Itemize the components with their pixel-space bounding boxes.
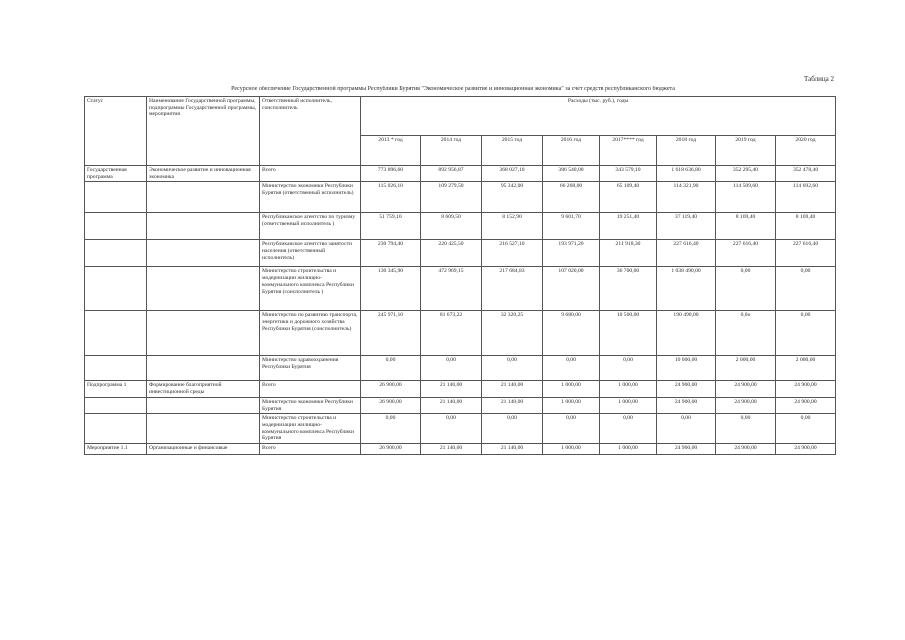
header-expenses: Расходы (тыс. руб.), годы: [361, 97, 836, 136]
amount-cell: 21 140,00: [482, 444, 543, 455]
table-row: [85, 311, 836, 356]
amount-cell: 21 140,00: [421, 444, 482, 455]
amount-cell: 227 616,40: [776, 240, 836, 267]
name-cell: [147, 311, 260, 356]
table-row: [85, 240, 836, 267]
executor-cell: Всего: [260, 381, 361, 397]
amount-cell: 190 490,00: [657, 311, 716, 356]
executor-cell: Министерство экономики Республики Бурятия: [260, 397, 361, 413]
amount-cell: 24 900,00: [716, 444, 776, 455]
amount-cell: 8 609,50: [421, 213, 482, 240]
amount-cell: 0,00: [361, 414, 421, 444]
amount-cell: 1 038 490,00: [657, 267, 716, 311]
executor-cell: Министерство экономики Республики Бурятия (ответственный исполнитель): [260, 182, 361, 213]
amount-cell: 1 000,00: [543, 444, 600, 455]
amount-cell: 37 119,40: [657, 213, 716, 240]
table-row: [85, 414, 836, 444]
name-cell: [147, 240, 260, 267]
amount-cell: 81 673,22: [421, 311, 482, 356]
header-year: 2016 год: [543, 136, 600, 166]
amount-cell: 245 971,10: [361, 311, 421, 356]
amount-cell: 9 680,00: [543, 311, 600, 356]
status-cell: [85, 414, 147, 444]
amount-cell: 0,00: [421, 414, 482, 444]
amount-cell: 216 527,10: [482, 240, 543, 267]
amount-cell: 0,00: [657, 414, 716, 444]
amount-cell: 8 169,40: [776, 213, 836, 240]
header-year: 2020 год: [776, 136, 836, 166]
name-cell: [147, 213, 260, 240]
name-cell: [147, 397, 260, 413]
amount-cell: 115 026,10: [361, 182, 421, 213]
table-row: [85, 182, 836, 213]
amount-cell: 0,00: [361, 356, 421, 381]
status-cell: Государственная программа: [85, 166, 147, 182]
amount-cell: 343 579,10: [600, 166, 657, 182]
amount-cell: 9 601,70: [543, 213, 600, 240]
amount-cell: 8 169,40: [716, 213, 776, 240]
table-row: [85, 381, 836, 397]
amount-cell: 66 268,00: [543, 182, 600, 213]
amount-cell: 0,00: [421, 356, 482, 381]
amount-cell: 211 918,30: [600, 240, 657, 267]
amount-cell: 114 321,90: [657, 182, 716, 213]
executor-cell: Республиканское агентство по туризму (ответственный исполнитель ): [260, 213, 361, 240]
status-cell: [85, 356, 147, 381]
budget-table: [84, 96, 836, 455]
amount-cell: 24 900,00: [716, 397, 776, 413]
amount-cell: 0,00: [776, 414, 836, 444]
amount-cell: 1 000,00: [543, 381, 600, 397]
amount-cell: 26 900,00: [361, 397, 421, 413]
amount-cell: 8 152,90: [482, 213, 543, 240]
executor-cell: Министерство строительства и модернизации жилищно-коммунального комплекса Республики Бурятия (соисполнитель ): [260, 267, 361, 311]
amount-cell: 0,00: [776, 311, 836, 356]
table-row: [85, 213, 836, 240]
amount-cell: 352 478,40: [776, 166, 836, 182]
amount-cell: 24 900,00: [657, 444, 716, 455]
executor-cell: Министерство по развитию транспорта, энергетики и дорожного хозяйства Республики Бурятия (соисполнитель): [260, 311, 361, 356]
amount-cell: 51 759,10: [361, 213, 421, 240]
amount-cell: 26 900,00: [361, 444, 421, 455]
amount-cell: 368 027,10: [482, 166, 543, 182]
header-year: 2014 год: [421, 136, 482, 166]
status-cell: [85, 182, 147, 213]
amount-cell: 0,00: [716, 414, 776, 444]
amount-cell: 193 971,20: [543, 240, 600, 267]
amount-cell: 21 140,00: [421, 397, 482, 413]
header-year: 2013 * год: [361, 136, 421, 166]
header-year: 2017**** год: [600, 136, 657, 166]
amount-cell: 1 000,00: [600, 381, 657, 397]
amount-cell: 107 020,00: [543, 267, 600, 311]
amount-cell: 1 000,00: [600, 397, 657, 413]
status-cell: [85, 397, 147, 413]
amount-cell: 0,00: [600, 356, 657, 381]
status-cell: [85, 267, 147, 311]
table-row: [85, 267, 836, 311]
amount-cell: 24 900,00: [716, 381, 776, 397]
amount-cell: 32 320,25: [482, 311, 543, 356]
status-cell: [85, 240, 147, 267]
name-cell: Экономическое развитие и инновационная экономика: [147, 166, 260, 182]
amount-cell: 0,0o: [716, 311, 776, 356]
amount-cell: 26 900,00: [361, 381, 421, 397]
amount-cell: 892 956,87: [421, 166, 482, 182]
name-cell: Организационные и финансовые: [147, 444, 260, 455]
amount-cell: 24 900,00: [776, 381, 836, 397]
table-row: [85, 444, 836, 455]
amount-cell: 2 000,00: [776, 356, 836, 381]
amount-cell: 109 279,50: [421, 182, 482, 213]
amount-cell: 0,00: [543, 356, 600, 381]
name-cell: [147, 267, 260, 311]
name-cell: [147, 414, 260, 444]
amount-cell: 386 540,00: [543, 166, 600, 182]
amount-cell: 0,00: [716, 267, 776, 311]
table-number: Таблица 2: [804, 75, 834, 83]
amount-cell: 0,00: [600, 414, 657, 444]
table-row: [85, 397, 836, 413]
header-year: 2018 год: [657, 136, 716, 166]
amount-cell: 1 000,00: [600, 444, 657, 455]
amount-cell: 0,00: [482, 356, 543, 381]
amount-cell: 10 500,00: [600, 311, 657, 356]
amount-cell: 21 140,00: [421, 381, 482, 397]
name-cell: Формирование благоприятной инвестиционной среды: [147, 381, 260, 397]
executor-cell: Министерство строительства и модернизации жилищно-коммунального комплекса Республики Бурятия: [260, 414, 361, 444]
amount-cell: 0,00: [482, 414, 543, 444]
amount-cell: 2 000,00: [716, 356, 776, 381]
amount-cell: 21 140,00: [482, 381, 543, 397]
amount-cell: 1 000,00: [543, 397, 600, 413]
status-cell: Мероприятие 1.1: [85, 444, 147, 455]
status-cell: [85, 311, 147, 356]
amount-cell: 217 684,83: [482, 267, 543, 311]
executor-cell: Республиканское агентство занятости населения (ответственный исполнитель): [260, 240, 361, 267]
amount-cell: 130 345,90: [361, 267, 421, 311]
table-caption: Ресурсное обеспечение Государственной программы Республики Бурятия "Экономическое развитие и инновационная экономика" за счет средств республиканского бюджета: [231, 86, 675, 92]
amount-cell: 472 969,15: [421, 267, 482, 311]
amount-cell: 114 692,60: [776, 182, 836, 213]
amount-cell: 227 616,40: [716, 240, 776, 267]
status-cell: [85, 213, 147, 240]
amount-cell: 0,00: [776, 267, 836, 311]
header-year: 2019 год: [716, 136, 776, 166]
header-year: 2015 год: [482, 136, 543, 166]
amount-cell: 230 794,40: [361, 240, 421, 267]
amount-cell: 24 900,00: [776, 397, 836, 413]
amount-cell: 10 000,00: [657, 356, 716, 381]
amount-cell: 21 140,00: [482, 397, 543, 413]
amount-cell: 95 342,00: [482, 182, 543, 213]
executor-cell: Всего: [260, 444, 361, 455]
header-name: Наименование Государственной программы, подпрограммы Государственной программы, мероприятия: [147, 97, 260, 166]
amount-cell: 1 618 636,80: [657, 166, 716, 182]
amount-cell: 24 900,00: [657, 397, 716, 413]
header-executor: Ответственный исполнитель, соисполнитель: [260, 97, 361, 166]
amount-cell: 0,00: [543, 414, 600, 444]
amount-cell: 24 900,00: [776, 444, 836, 455]
amount-cell: 114 509,60: [716, 182, 776, 213]
amount-cell: 773 896,60: [361, 166, 421, 182]
executor-cell: Всего: [260, 166, 361, 182]
amount-cell: 227 616,40: [657, 240, 716, 267]
table-row: [85, 166, 836, 182]
header-status: Статус: [85, 97, 147, 166]
table-row: [85, 356, 836, 381]
amount-cell: 220 425,50: [421, 240, 482, 267]
amount-cell: 65 109,40: [600, 182, 657, 213]
amount-cell: 352 295,40: [716, 166, 776, 182]
status-cell: Подпрограмма 1: [85, 381, 147, 397]
amount-cell: 19 251,40: [600, 213, 657, 240]
executor-cell: Министерство здравоохранения Республики Бурятия: [260, 356, 361, 381]
amount-cell: 36 700,00: [600, 267, 657, 311]
name-cell: [147, 182, 260, 213]
amount-cell: 24 900,00: [657, 381, 716, 397]
name-cell: [147, 356, 260, 381]
